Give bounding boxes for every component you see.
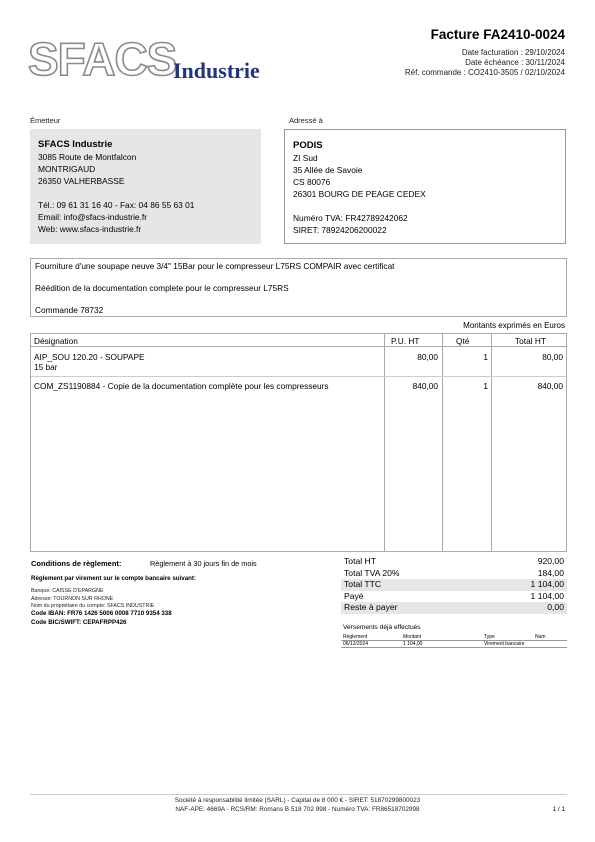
legal-line: Société à responsabilité limitée (SARL) - Capital de 8 000 € - SIRET: 51870299800023	[174, 797, 421, 804]
line-items-table	[30, 333, 567, 552]
table-header	[31, 334, 566, 347]
row-total: 840,00	[537, 381, 563, 391]
recipient-address-line: 35 Allée de Savoie	[293, 165, 363, 175]
recipient-siret: SIRET: 78924206200022	[293, 225, 387, 235]
recipient-address-line: 26301 BOURG DE PEAGE CEDEX	[293, 189, 426, 199]
invoice-title: Facture FA2410-0024	[430, 27, 565, 42]
row-designation-detail: 15 bar	[34, 362, 58, 372]
total-tva-row	[341, 568, 567, 580]
recipient-vat: Numéro TVA: FR42789242062	[293, 213, 408, 223]
payments-table	[341, 634, 567, 648]
legal-line: NAF-APE: 4669A - RCS/RM: Romans B 518 702 998 - Numéro TVA: FR86518702998	[175, 806, 420, 813]
row-designation: COM_ZS1190884 - Copie de la documentation complète pour les compresseurs	[34, 381, 329, 391]
bic-code: Code BIC/SWIFT: CEPAFRPP426	[31, 619, 127, 626]
payment-type: Virement bancaire	[484, 641, 525, 647]
currency-note: Montants exprimés en Euros	[463, 321, 565, 330]
remaining-row	[341, 602, 567, 614]
company-logo	[28, 33, 288, 83]
column-divider	[384, 334, 385, 551]
bank-name: Banque: CAISSE D'EPARGNE	[31, 588, 104, 594]
due-date: Date échéance : 30/11/2024	[465, 58, 565, 67]
account-owner: Nom du propriétaire du compte: SFACS INDUSTRIE	[31, 603, 155, 609]
recipient-name: PODIS	[293, 140, 323, 151]
row-unit-price: 840,00	[412, 381, 438, 391]
row-qty: 1	[483, 352, 488, 362]
payments-header	[341, 634, 567, 641]
total-ht-row	[341, 556, 567, 568]
footer-divider	[30, 794, 567, 795]
payments-row	[341, 641, 567, 648]
total-ht-value: 920,00	[537, 556, 564, 566]
payments-header-amount: Montant	[403, 634, 422, 640]
description-line: Réédition de la documentation complete pour le compresseur L75RS	[35, 283, 289, 293]
remaining-value: 0,00	[547, 602, 564, 612]
row-unit-price: 80,00	[417, 352, 438, 362]
invoice-description	[30, 258, 567, 317]
payments-header-num: Num	[535, 634, 546, 640]
sender-box	[30, 129, 261, 244]
header-total: Total HT	[515, 336, 546, 346]
column-divider	[491, 334, 492, 551]
header-qty: Qté	[456, 336, 470, 346]
bank-transfer-title: Règlement par virement sur le compte bancaire suivant:	[31, 575, 197, 582]
logo-mark: SFACS	[28, 33, 177, 83]
header-unit-price: P.U. HT	[391, 336, 420, 346]
total-tva-label: Total TVA 20%	[344, 567, 400, 578]
recipient-address-line: CS 80076	[293, 177, 331, 187]
total-ttc-label: Total TTC	[344, 579, 382, 589]
total-ht-label: Total HT	[344, 556, 376, 566]
total-ttc-row	[341, 579, 567, 591]
recipient-address-line: ZI Sud	[293, 153, 318, 163]
conditions-label: Conditions de règlement:	[31, 559, 122, 568]
recipient-label: Adressé à	[289, 116, 323, 125]
row-qty: 1	[483, 381, 488, 391]
sender-label: Émetteur	[30, 116, 61, 125]
payments-header-payment: Règlement	[343, 634, 368, 640]
payment-date: 06/12/2024	[343, 641, 369, 647]
bank-address: Adresse: TOURNON SUR RHONE	[31, 596, 114, 602]
description-line: Commande 78732	[35, 305, 104, 315]
total-ttc-value: 1 104,00	[530, 579, 564, 589]
column-divider	[442, 334, 443, 551]
page-number: 1 / 1	[552, 806, 565, 813]
payment-amount: 1 104,00	[403, 641, 423, 647]
description-line: Fourniture d'une soupape neuve 3/4" 15Bar pour le compresseur L75RS COMPAIR avec certificat	[35, 261, 395, 271]
row-designation: AIP_SOU 120.20 - SOUPAPE	[34, 352, 145, 362]
sender-address-line: 26350 VALHERBASSE	[38, 176, 125, 186]
payments-title: Versements déjà effectués	[343, 624, 421, 631]
paid-label: Payé	[344, 590, 364, 601]
header-designation: Désignation	[34, 336, 78, 346]
sender-website: Web: www.sfacs-industrie.fr	[38, 224, 142, 234]
totals-block	[341, 556, 567, 614]
row-divider	[31, 376, 566, 377]
payments-header-type: Type	[484, 634, 495, 640]
remaining-label: Reste à payer	[344, 602, 398, 612]
sender-name: SFACS Industrie	[38, 139, 113, 150]
conditions-value: Règlement à 30 jours fin de mois	[150, 559, 257, 568]
sender-email: Email: info@sfacs-industrie.fr	[38, 212, 148, 222]
order-reference: Réf. commande : CO2410-3505 / 02/10/2024	[404, 68, 565, 77]
total-tva-value: 184,00	[537, 567, 564, 578]
sender-phone: Tél.: 09 61 31 16 40 - Fax: 04 86 55 63 01	[38, 200, 195, 210]
logo-industrie: Industrie	[173, 58, 260, 83]
iban-code: Code IBAN: FR76 1426 5006 0008 7710 9354 338	[31, 610, 172, 617]
sender-address-line: MONTRIGAUD	[38, 164, 96, 174]
row-total: 80,00	[542, 352, 563, 362]
invoice-date: Date facturation : 29/10/2024	[461, 48, 565, 57]
recipient-box	[284, 129, 566, 244]
paid-row	[341, 591, 567, 603]
paid-value: 1 104,00	[530, 590, 564, 601]
sender-address-line: 3085 Route de Montfalcon	[38, 152, 137, 162]
